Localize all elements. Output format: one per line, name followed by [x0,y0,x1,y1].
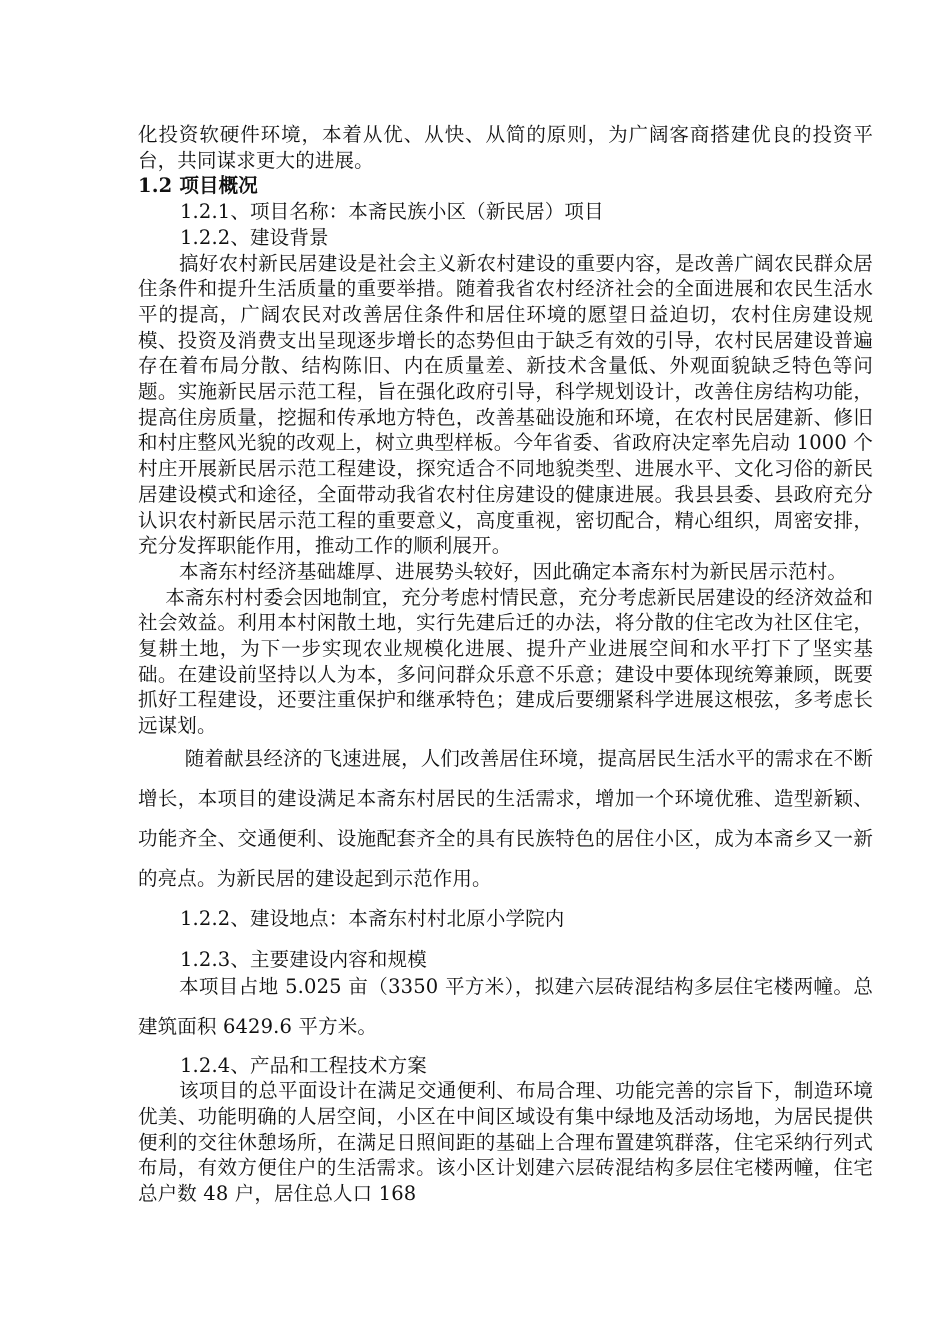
section-heading: 1.2 项目概况 [138,174,258,198]
item-technical: 1.2.4、产品和工程技术方案 [180,1053,427,1077]
demand-paragraph: 随着献县经济的飞速进展，人们改善居住环境，提高居民生活水平的需求在不断增长，本项目的建设满足本斋东村居民的生活需求，增加一个环境优雅、造型新颖、功能齐全、交通便利、设施配套齐全的具有民族特色的居住小区，成为本斋乡又一新的亮点。为新民居的建设起到示范作用。 [138,746,873,890]
committee-paragraph: 本斋东村村委会因地制宜，充分考虑村情民意，充分考虑新民居建设的经济效益和社会效益。利用本村闲散土地，实行先建后迁的办法，将分散的住宅改为社区住宅，复耕土地，为下一步实现农业规模化进展、提升产业进展空间和水平打下了坚实基础。在建设前坚持以人为本，多问问群众乐意不乐意；建设中要体现统筹兼顾，既要抓好工程建设，还要注重保护和继承特色；建成后要绷紧科学进展这根弦，多考虑长远谋划。 [138,585,873,738]
item-scale: 1.2.3、主要建设内容和规模 [180,947,427,971]
technical-paragraph: 该项目的总平面设计在满足交通便利、布局合理、功能完善的宗旨下，制造环境优美、功能明确的人居空间，小区在中间区域设有集中绿地及活动场地，为居民提供便利的交往休憩场所，在满足日照间距的基础上合理布置建筑群落，住宅采纳行列式布局，有效方便住户的生活需求。该小区计划建六层砖混结构多层住宅楼两幢，住宅总户数 48 户，居住总人口 168 [138,1079,873,1206]
item-location: 1.2.2、建设地点：本斋东村村北原小学院内 [180,906,565,930]
document-page [138,122,873,1207]
village-paragraph: 本斋东村经济基础雄厚、进展势头较好，因此确定本斋东村为新民居示范村。 [178,559,848,583]
intro-paragraph: 化投资软硬件环境，本着从优、从快、从简的原则，为广阔客商搭建优良的投资平台，共同谋求更大的进展。 [138,123,873,172]
item-project-name: 1.2.1、项目名称：本斋民族小区（新民居）项目 [180,200,604,224]
scale-paragraph: 本项目占地 5.025 亩（3350 平方米），拟建六层砖混结构多层住宅楼两幢。总建筑面积 6429.6 平方米。 [138,974,873,1038]
item-background: 1.2.2、建设背景 [180,225,329,249]
background-paragraph: 搞好农村新民居建设是社会主义新农村建设的重要内容，是改善广阔农民群众居住条件和提升生活质量的重要举措。随着我省农村经济社会的全面进展和农民生活水平的提高，广阔农民对改善居住条件和居住环境的愿望日益迫切，农村住房建设规模、投资及消费支出呈现逐步增长的态势但由于缺乏有效的引导，农村民居建设普遍存在着布局分散、结构陈旧、内在质量差、新技术含量低、外观面貌缺乏特色等问题。实施新民居示范工程，旨在强化政府引导，科学规划设计，改善住房结构功能，提高住房质量，挖掘和传承地方特色，改善基础设施和环境，在农村民居建新、修旧和村庄整风光貌的改观上，树立典型样板。今年省委、省政府决定率先启动 1000 个村庄开展新民居示范工程建设，探究适合不同地貌类型、进展水平、文化习俗的新民居建设模式和途径，全面带动我省农村住房建设的健康进展。我县县委、县政府充分认识农村新民居示范工程的重要意义，高度重视，密切配合，精心组织，周密安排，充分发挥职能作用，推动工作的顺利展开。 [138,251,873,558]
